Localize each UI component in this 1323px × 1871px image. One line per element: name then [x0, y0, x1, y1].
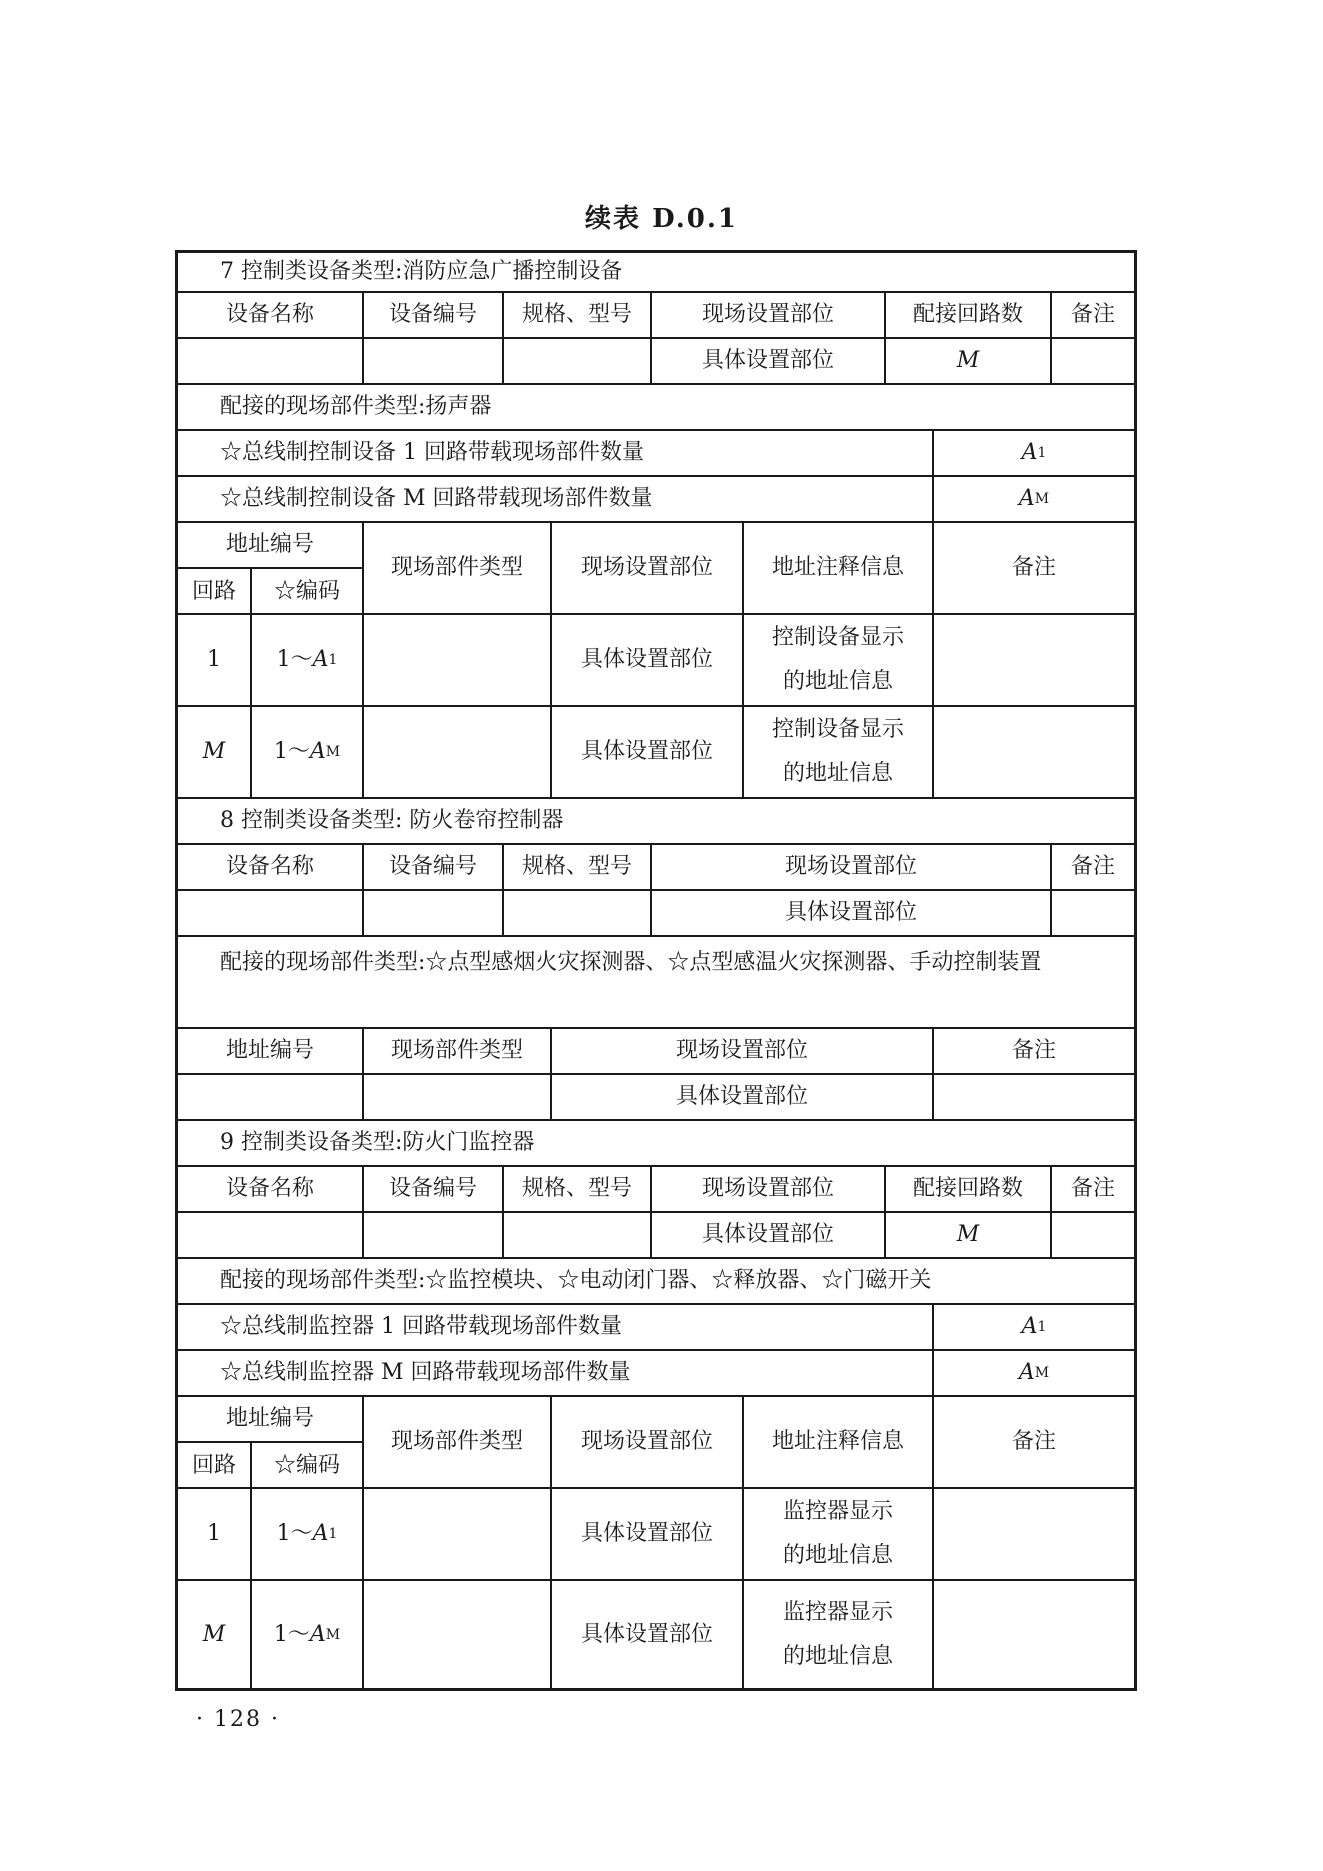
cell-empty: [364, 615, 552, 705]
cell-specific-site: 具体设置部位: [652, 891, 1052, 935]
cell-specific-site: 具体设置部位: [552, 1581, 744, 1688]
loop-header: 回路: [178, 569, 252, 615]
col-device-id: 设备编号: [364, 1167, 504, 1211]
col-remark: 备注: [1070, 302, 1115, 327]
cell-specific-site: 具体设置部位: [552, 707, 744, 797]
cell-empty: [178, 891, 364, 935]
cell-loop: 1: [178, 615, 252, 705]
addr-header: 地址编号: [178, 523, 364, 569]
site-header: 现场设置部位: [552, 523, 744, 613]
cell-address-info: 监控器显示 的地址信息: [744, 1489, 934, 1579]
sec8-addr-data-row: [178, 1075, 1134, 1121]
cell-loop: M: [178, 707, 252, 797]
cell-empty: [364, 1213, 504, 1257]
sec7-parts: 配接的现场部件类型:扬声器: [220, 394, 492, 419]
sec9-header-row: [178, 1167, 1134, 1213]
col-model: 规格、型号: [504, 1167, 652, 1211]
cell-empty: [934, 1075, 1134, 1119]
sec7-countM: ☆总线制控制设备 M 回路带载现场部件数量: [178, 477, 934, 521]
sec9-countM: ☆总线制监控器 M 回路带载现场部件数量: [178, 1351, 934, 1395]
cell-empty: [504, 339, 652, 383]
col-device-id: 设备编号: [364, 845, 504, 889]
addr-header: 地址编号: [178, 1029, 364, 1073]
sec9-row-1: [178, 1489, 1134, 1581]
site-header: 现场设置部位: [552, 1029, 934, 1073]
cell-empty: [1052, 339, 1134, 383]
cell-empty: [1052, 891, 1134, 935]
cell-empty: [1052, 1213, 1134, 1257]
cell-empty: [934, 707, 1134, 797]
col-remark: 备注: [1070, 1176, 1115, 1201]
sec7-am: A M: [1018, 486, 1050, 511]
sec9-data-row: [178, 1213, 1134, 1259]
col-remark: 备注: [1070, 854, 1115, 879]
sec8-addr-header-row: [178, 1029, 1134, 1075]
cell-loop-count: M: [886, 1213, 1052, 1257]
sec7-row-m: [178, 707, 1134, 799]
code-header: ☆编码: [252, 1443, 364, 1489]
col-device-name: 设备名称: [178, 293, 364, 337]
cell-address-info: 控制设备显示 的地址信息: [744, 615, 934, 705]
sec8-header-row: [178, 845, 1134, 891]
cell-specific-site: 具体设置部位: [552, 615, 744, 705]
sec9-a1: A 1: [1021, 1314, 1047, 1339]
cell-specific-site: 具体设置部位: [552, 1075, 934, 1119]
col-loops: 配接回路数: [886, 293, 1052, 337]
sec7-count1-row: [178, 431, 1134, 477]
cell-empty: [178, 339, 364, 383]
sec7-data-row: [178, 339, 1134, 385]
equipment-table: [175, 250, 1137, 1691]
cell-loop: M: [178, 1581, 252, 1688]
site-header: 现场设置部位: [552, 1397, 744, 1487]
col-device-name: 设备名称: [178, 845, 364, 889]
col-loops: 配接回路数: [886, 1167, 1052, 1211]
sec9-count1: ☆总线制监控器 1 回路带载现场部件数量: [178, 1305, 934, 1349]
part-type-header: 现场部件类型: [364, 523, 552, 613]
cell-empty: [364, 339, 504, 383]
cell-empty: [178, 1075, 364, 1119]
col-site: 现场设置部位: [652, 1167, 886, 1211]
sec7-heading-row: [178, 253, 1134, 293]
sec7-parts-row: [178, 385, 1134, 431]
sec7-addr-header-row: [178, 523, 1134, 615]
cell-code: 1～ A 1: [252, 1489, 364, 1579]
sec7-count1: ☆总线制控制设备 1 回路带载现场部件数量: [178, 431, 934, 475]
part-type-header: 现场部件类型: [364, 1029, 552, 1073]
sec9-am: A M: [1018, 1360, 1050, 1385]
sec9-heading: 9 控制类设备类型:防火门监控器: [220, 1130, 535, 1155]
cell-empty: [364, 707, 552, 797]
sec9-parts: 配接的现场部件类型:☆监控模块、☆电动闭门器、☆释放器、☆门磁开关: [220, 1268, 932, 1293]
cell-address-info: 监控器显示 的地址信息: [744, 1581, 934, 1688]
cell-empty: [364, 891, 504, 935]
cell-code: 1～ A M: [252, 1581, 364, 1688]
sec7-header-row: [178, 293, 1134, 339]
cell-empty: [934, 1581, 1134, 1688]
sec9-heading-row: [178, 1121, 1134, 1167]
cell-specific-site: 具体设置部位: [652, 1213, 886, 1257]
sec8-heading: 8 控制类设备类型: 防火卷帘控制器: [220, 808, 564, 833]
sec7-row-1: [178, 615, 1134, 707]
cell-address-info: 控制设备显示 的地址信息: [744, 707, 934, 797]
cell-code: 1～ A 1: [252, 615, 364, 705]
cell-empty: [364, 1075, 552, 1119]
cell-empty: [364, 1581, 552, 1688]
part-type-header: 现场部件类型: [364, 1397, 552, 1487]
sec9-parts-row: [178, 1259, 1134, 1305]
note-info-header: 地址注释信息: [744, 1397, 934, 1487]
cell-loop: 1: [178, 1489, 252, 1579]
cell-code: 1～ A M: [252, 707, 364, 797]
col-model: 规格、型号: [504, 293, 652, 337]
note-info-header: 地址注释信息: [744, 523, 934, 613]
sec9-count1-row: [178, 1305, 1134, 1351]
col-site: 现场设置部位: [652, 293, 886, 337]
cell-empty: [504, 891, 652, 935]
sec8-parts: 配接的现场部件类型:☆点型感烟火灾探测器、☆点型感温火灾探测器、手动控制装置: [220, 950, 1042, 975]
col-model: 规格、型号: [504, 845, 652, 889]
table-title: 续表 D.0.1: [585, 204, 738, 234]
sec7-heading: 7 控制类设备类型:消防应急广播控制设备: [220, 259, 623, 284]
sec8-data-row: [178, 891, 1134, 937]
col-device-name: 设备名称: [178, 1167, 364, 1211]
sec7-a1: A 1: [1021, 440, 1047, 465]
cell-specific-site: 具体设置部位: [652, 339, 886, 383]
sec8-parts-row: [178, 937, 1134, 1029]
sec8-heading-row: [178, 799, 1134, 845]
cell-empty: [934, 615, 1134, 705]
sec9-addr-header-row: [178, 1397, 1134, 1489]
cell-empty: [504, 1213, 652, 1257]
cell-empty: [364, 1489, 552, 1579]
cell-empty: [934, 1489, 1134, 1579]
sec7-countM-row: [178, 477, 1134, 523]
sec9-row-m: [178, 1581, 1134, 1688]
col-site: 现场设置部位: [652, 845, 1052, 889]
remark-header: 备注: [1011, 555, 1056, 580]
col-device-id: 设备编号: [364, 293, 504, 337]
cell-empty: [178, 1213, 364, 1257]
loop-header: 回路: [178, 1443, 252, 1489]
remark-header: 备注: [1011, 1038, 1056, 1063]
cell-specific-site: 具体设置部位: [552, 1489, 744, 1579]
code-header: ☆编码: [252, 569, 364, 615]
page-number: · 128 ·: [196, 1707, 280, 1732]
cell-loop-count: M: [886, 339, 1052, 383]
sec9-countM-row: [178, 1351, 1134, 1397]
addr-header: 地址编号: [178, 1397, 364, 1443]
remark-header: 备注: [1011, 1429, 1056, 1454]
